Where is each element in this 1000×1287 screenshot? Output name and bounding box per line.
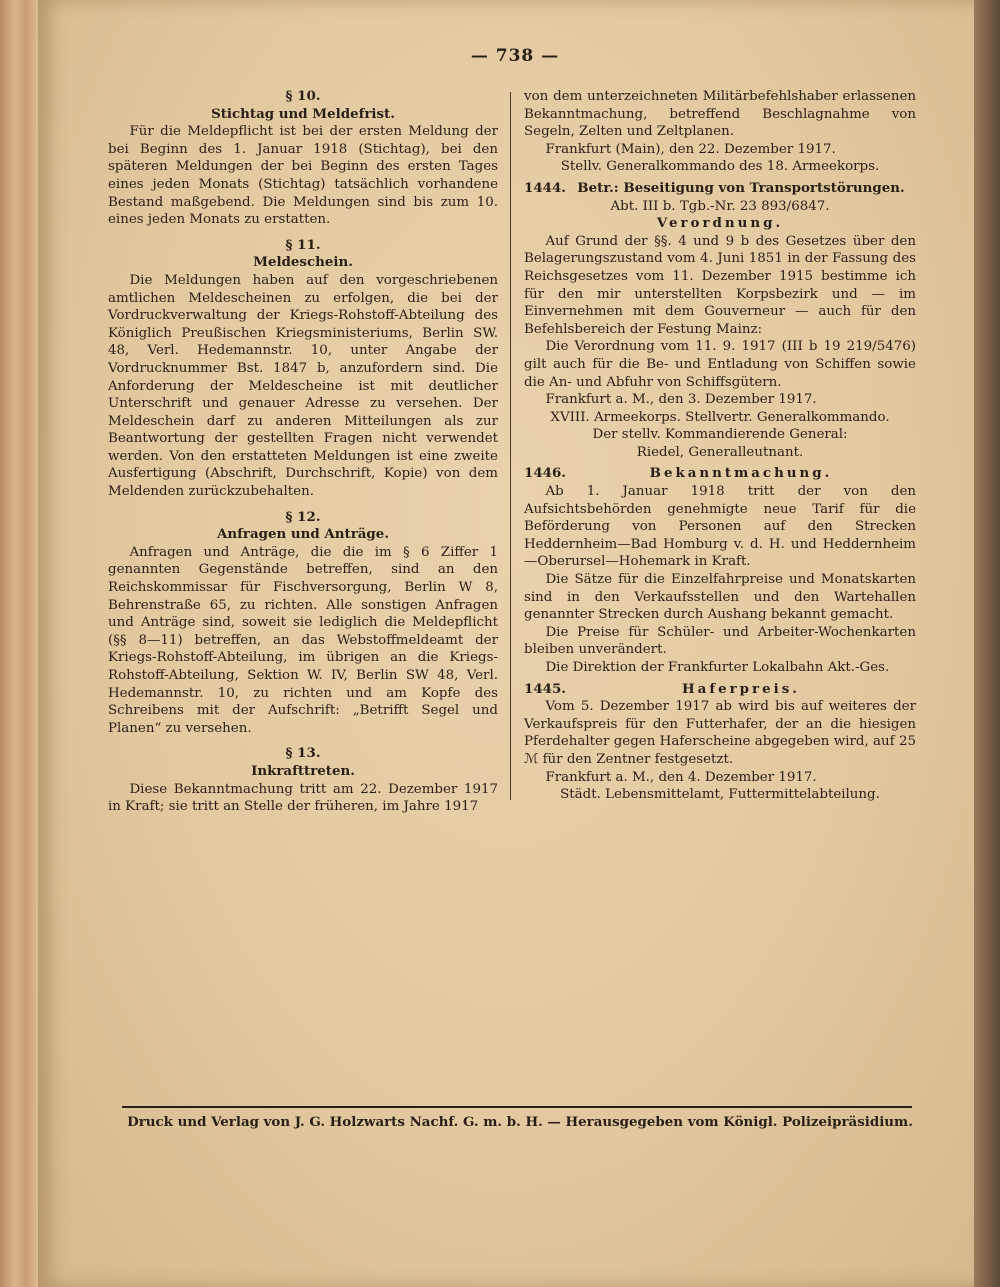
section-13-title: Inkrafttreten. xyxy=(251,762,355,779)
notice-1445-date: Frankfurt a. M., den 4. Dezember 1917. xyxy=(545,769,817,785)
notice-1446-heading: Bekanntmachung. xyxy=(649,465,833,482)
notice-1444-signature-2: Der stellv. Kommandierende General: xyxy=(592,427,848,443)
continuation-date: Frankfurt (Main), den 22. Dezember 1917. xyxy=(545,141,836,157)
section-10-text: Für die Meldepflicht ist bei der ersten Meldung der bei Beginn des 1. Januar 1918 (Stichtag), bei den späteren Meldungen der bei Beginn des ersten Tages eines jeden Monats (Stichtag) tatsächlich vorhandene Bestand maßgebend. Die Meldungen sind bis zum 10. eines jeden Monats zu erstatten. xyxy=(108,124,498,228)
notice-1444-number: 1444. xyxy=(524,179,566,196)
notice-1446-text-3: Die Preise für Schüler- und Arbeiter-Wochenkarten bleiben unverändert. xyxy=(524,624,916,658)
notice-1446-header xyxy=(524,465,916,483)
notice-1444-heading: Verordnung. xyxy=(656,215,784,232)
imprint-footer: Druck und Verlag von J. G. Holzwarts Nachf. G. m. b. H. — Herausgegeben vom Königl. Polizeipräsidium. xyxy=(127,1114,913,1130)
notice-1445-text: Vom 5. Dezember 1917 ab wird bis auf weiteres der Verkaufspreis für den Futterhafer, der an die hiesigen Pferdehalter gegen Haferscheine abgegeben wird, auf 25 ℳ für den Zentner festgesetzt. xyxy=(524,699,916,767)
notice-1444-signature-1: XVIII. Armeekorps. Stellvertr. Generalkommando. xyxy=(550,409,890,425)
section-10-number: § 10. xyxy=(285,88,321,104)
notice-1444-title: Betr.: Beseitigung von Transportstörungen. xyxy=(577,179,905,196)
page-right-edge xyxy=(974,0,1000,1287)
continuation-signature: Stellv. Generalkommando des 18. Armeekorps. xyxy=(560,159,880,175)
right-column xyxy=(524,88,916,804)
notice-1445-header xyxy=(524,681,916,699)
notice-1444-text-1: Auf Grund der §§. 4 und 9 b des Gesetzes über den Belagerungszustand vom 4. Juni 1851 in der Fassung des Reichsgesetzes vom 11. Dezember 1915 bestimme ich für den mir unterstellten Korpsbezirk und — im Einvernehmen mit dem Gouverneur — auch für den Befehlsbereich der Festung Mainz: xyxy=(524,233,916,337)
notice-1445-number: 1445. xyxy=(524,680,566,697)
section-13-text: Diese Bekanntmachung tritt am 22. Dezember 1917 in Kraft; sie tritt an Stelle der früheren, im Jahre 1917 xyxy=(108,781,498,815)
continuation-text: von dem unterzeichneten Militärbefehlshaber erlassenen Bekanntmachung, betreffend Beschlagnahme von Segeln, Zelten und Zeltplanen. xyxy=(524,89,916,140)
notice-1444-header xyxy=(524,180,916,198)
notice-1446-number: 1446. xyxy=(524,465,566,482)
section-11-text: Die Meldungen haben auf den vorgeschriebenen amtlichen Meldescheinen zu erfolgen, die bei der Vordruckverwaltung der Kriegs-Rohstoff-Abteilung des Königlich Preußischen Kriegsministeriums, Berlin SW. 48, Verl. Hedemannstr. 10, unter Angabe der Vordrucknummer Bst. 1847 b, anzufordern sind. Die Anforderung der Meldescheine ist mit deutlicher Unterschrift und genauer Adresse zu versehen. Der Meldeschein darf zu anderen Mitteilungen als zur Beantwortung der gestellten Fragen nicht verwendet werden. Von den erstatteten Meldungen ist eine zweite Ausfertigung (Abschrift, Durchschrift, Kopie) von dem Meldenden zurückzubehalten. xyxy=(108,272,498,500)
left-column xyxy=(108,88,498,816)
notice-1444-date: Frankfurt a. M., den 3. Dezember 1917. xyxy=(545,392,817,408)
column-divider xyxy=(510,92,511,800)
section-13-number: § 13. xyxy=(285,745,321,762)
section-11-number: § 11. xyxy=(285,236,321,253)
notice-1445-heading: Haferpreis. xyxy=(682,680,800,697)
section-12-title: Anfragen und Anträge. xyxy=(217,526,389,543)
notice-1445-signature: Städt. Lebensmittelamt, Futtermittelabteilung. xyxy=(560,787,880,803)
section-11-title: Meldeschein. xyxy=(253,254,353,271)
section-10-title: Stichtag und Meldefrist. xyxy=(211,105,395,122)
section-12-text: Anfragen und Anträge, die die im § 6 Ziffer 1 genannten Gegenstände betreffen, sind an den Reichskommissar für Fischversorgung, Berlin W 8, Behrenstraße 65, zu richten. Alle sonstigen Anfragen und Anträge sind, soweit sie lediglich die Meldepflicht (§§ 8—11) betreffen, an das Webstoffmeldeamt der Kriegs-Rohstoff-Abteilung, im übrigen an die Kriegs-Rohstoff-Abteilung, Sektion W. IV, Berlin SW 48, Verl. Hedemannstr. 10, zu richten und am Kopfe des Schreibens mit der Aufschrift: „Betrifft Segel und Planen“ zu versehen. xyxy=(108,544,498,736)
notice-1446-text-1: Ab 1. Januar 1918 tritt der von den Aufsichtsbehörden genehmigte neue Tarif für die Beförderung von Personen auf den Strecken Heddernheim—Bad Homburg v. d. H. und Heddernheim—Oberursel—Hohemark in Kraft. xyxy=(524,484,916,570)
footer-rule xyxy=(122,1106,912,1108)
page-number: — 738 — xyxy=(470,46,560,66)
notice-1444-reference: Abt. III b. Tgb.-Nr. 23 893/6847. xyxy=(610,198,830,214)
notice-1446-signature: Die Direktion der Frankfurter Lokalbahn Akt.-Ges. xyxy=(545,660,890,675)
notice-1444-text-2: Die Verordnung vom 11. 9. 1917 (III b 19 219/5476) gilt auch für die Be- und Entladung von Schiffen sowie die An- und Abfuhr von Schiffsgütern. xyxy=(524,339,916,390)
section-12-number: § 12. xyxy=(285,508,321,525)
notice-1444-signature-3: Riedel, Generalleutnant. xyxy=(636,444,804,460)
notice-1446-text-2: Die Sätze für die Einzelfahrpreise und Monatskarten sind in den Verkaufsstellen und den Wartehallen genannter Strecken durch Aushang bekannt gemacht. xyxy=(524,572,916,623)
